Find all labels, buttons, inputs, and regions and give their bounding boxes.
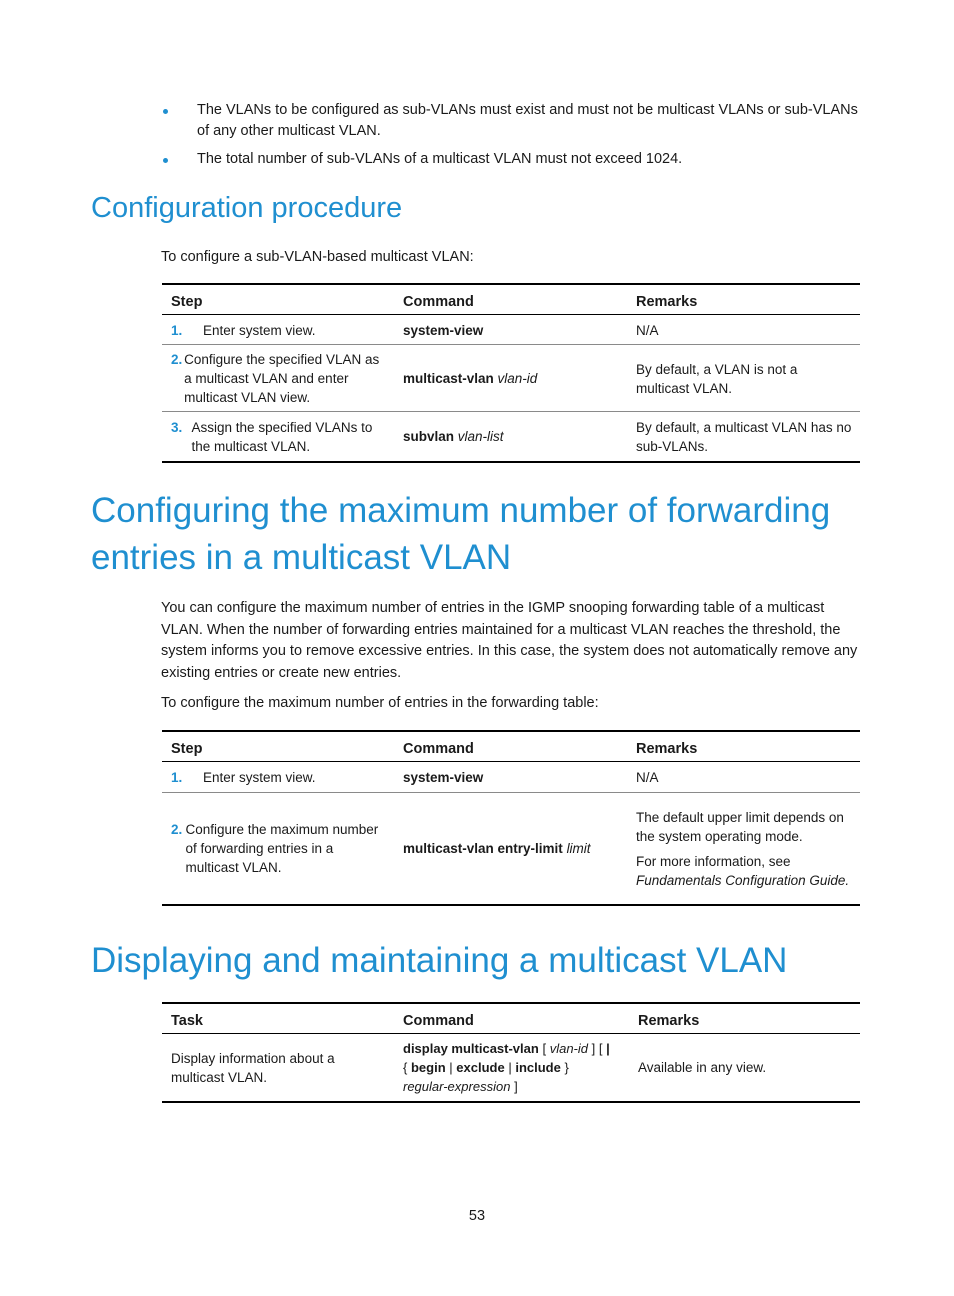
remarks-reference: [636, 852, 852, 890]
config-procedure-table: [162, 283, 860, 463]
step-number: 3.: [171, 419, 183, 435]
remarks-text: By default, a multicast VLAN has no sub-VLANs.: [627, 412, 860, 462]
header-remarks: Remarks: [627, 284, 860, 315]
guide-reference: Fundamentals Configuration Guide.: [636, 872, 850, 888]
display-maintain-table: [162, 1002, 860, 1103]
step-text: Configure the specified VLAN as a multicast VLAN and enter multicast VLAN view.: [184, 352, 380, 405]
step-text: Enter system view.: [203, 322, 316, 338]
command-keyword: include: [515, 1060, 561, 1076]
command-keyword: subvlan: [403, 429, 455, 445]
header-step: Step: [162, 731, 394, 762]
command-keyword: multicast-vlan entry-limit: [403, 841, 563, 857]
step-number: 2.: [171, 822, 183, 838]
header-remarks: Remarks: [627, 731, 860, 762]
command-argument: limit: [566, 841, 591, 857]
section-title-displaying-maintaining: Displaying and maintaining a multicast VLAN: [91, 941, 788, 980]
table-row: [162, 315, 860, 345]
header-command: Command: [394, 731, 627, 762]
remarks-see-text: For more information, see: [636, 853, 791, 869]
syntax-pipe: |: [449, 1060, 453, 1076]
section1-intro: To configure a sub-VLAN-based multicast VLAN:: [161, 249, 474, 265]
header-command: Command: [394, 1003, 629, 1034]
step-number: 2.: [171, 352, 183, 367]
table-header-row: [162, 731, 860, 762]
header-command: Command: [394, 284, 627, 315]
command-keyword: system-view: [403, 322, 484, 338]
bullet-list: [160, 100, 860, 177]
section-title-configuration-procedure: Configuration procedure: [91, 192, 403, 224]
command-keyword: exclude: [456, 1060, 505, 1076]
task-text: Display information about a multicast VLAN.: [162, 1034, 394, 1102]
header-remarks: Remarks: [629, 1003, 860, 1034]
bullet-dot-icon: [163, 158, 168, 163]
remarks-text: N/A: [627, 762, 860, 793]
syntax-bracket: ] [: [591, 1041, 603, 1057]
forwarding-limit-table: [162, 730, 860, 906]
step-text: Enter system view.: [203, 770, 316, 785]
step-number: 1.: [171, 322, 183, 338]
command-keyword: display multicast-vlan: [403, 1041, 539, 1057]
command-argument: regular-expression: [403, 1079, 511, 1095]
syntax-brace: {: [403, 1060, 408, 1076]
remarks-text: Available in any view.: [629, 1034, 860, 1102]
page-number: 53: [468, 1208, 486, 1224]
bullet-text: The total number of sub-VLANs of a multicast VLAN must not exceed 1024.: [197, 151, 683, 167]
syntax-brace: }: [564, 1060, 569, 1076]
command-keyword: multicast-vlan: [403, 371, 494, 386]
table-header-row: [162, 1003, 860, 1034]
section2-intro: To configure the maximum number of entries in the forwarding table:: [161, 695, 599, 711]
table-row: [162, 1034, 860, 1102]
bullet-text: The VLANs to be configured as sub-VLANs must exist and must not be multicast VLANs or sub-VLANs of any other multicast VLAN.: [197, 102, 858, 139]
syntax-bracket: ]: [514, 1079, 518, 1095]
command-argument: vlan-list: [457, 429, 504, 445]
table-row: [162, 345, 860, 412]
section2-paragraph: You can configure the maximum number of entries in the IGMP snooping forwarding table of a multicast VLAN. When the number of forwarding entries maintained for a multicast VLAN reaches the threshold, the system informs you to remove excessive entries. In this case, the system does not automatically remove any existing entries or create new entries.: [161, 600, 858, 681]
table-row: [162, 793, 860, 905]
table-row: [162, 412, 860, 462]
command-keyword: begin: [410, 1060, 446, 1076]
header-task: Task: [162, 1003, 394, 1034]
section-title-max-forwarding-entries: Configuring the maximum number of forwarding entries in a multicast VLAN: [91, 491, 831, 577]
step-number: 1.: [171, 770, 183, 785]
command-syntax: [394, 1034, 629, 1102]
syntax-pipe: |: [508, 1060, 512, 1076]
table-row: [162, 762, 860, 793]
bullet-dot-icon: [163, 109, 168, 114]
step-text: Configure the maximum number of forwarding entries in a multicast VLAN.: [185, 822, 379, 876]
command-argument: vlan-id: [497, 371, 538, 386]
table-header-row: [162, 284, 860, 315]
header-step: Step: [162, 284, 394, 315]
bullet-item: [160, 149, 860, 170]
syntax-pipe: |: [606, 1041, 610, 1057]
bullet-item: [160, 100, 860, 142]
remarks-text: N/A: [627, 315, 860, 345]
step-text: Assign the specified VLANs to the multicast VLAN.: [191, 419, 373, 454]
command-keyword: system-view: [403, 770, 484, 785]
remarks-text: The default upper limit depends on the system operating mode.: [636, 809, 844, 844]
syntax-bracket: [: [542, 1041, 547, 1057]
command-argument: vlan-id: [549, 1041, 588, 1057]
remarks-text: By default, a VLAN is not a multicast VLAN.: [627, 345, 860, 412]
